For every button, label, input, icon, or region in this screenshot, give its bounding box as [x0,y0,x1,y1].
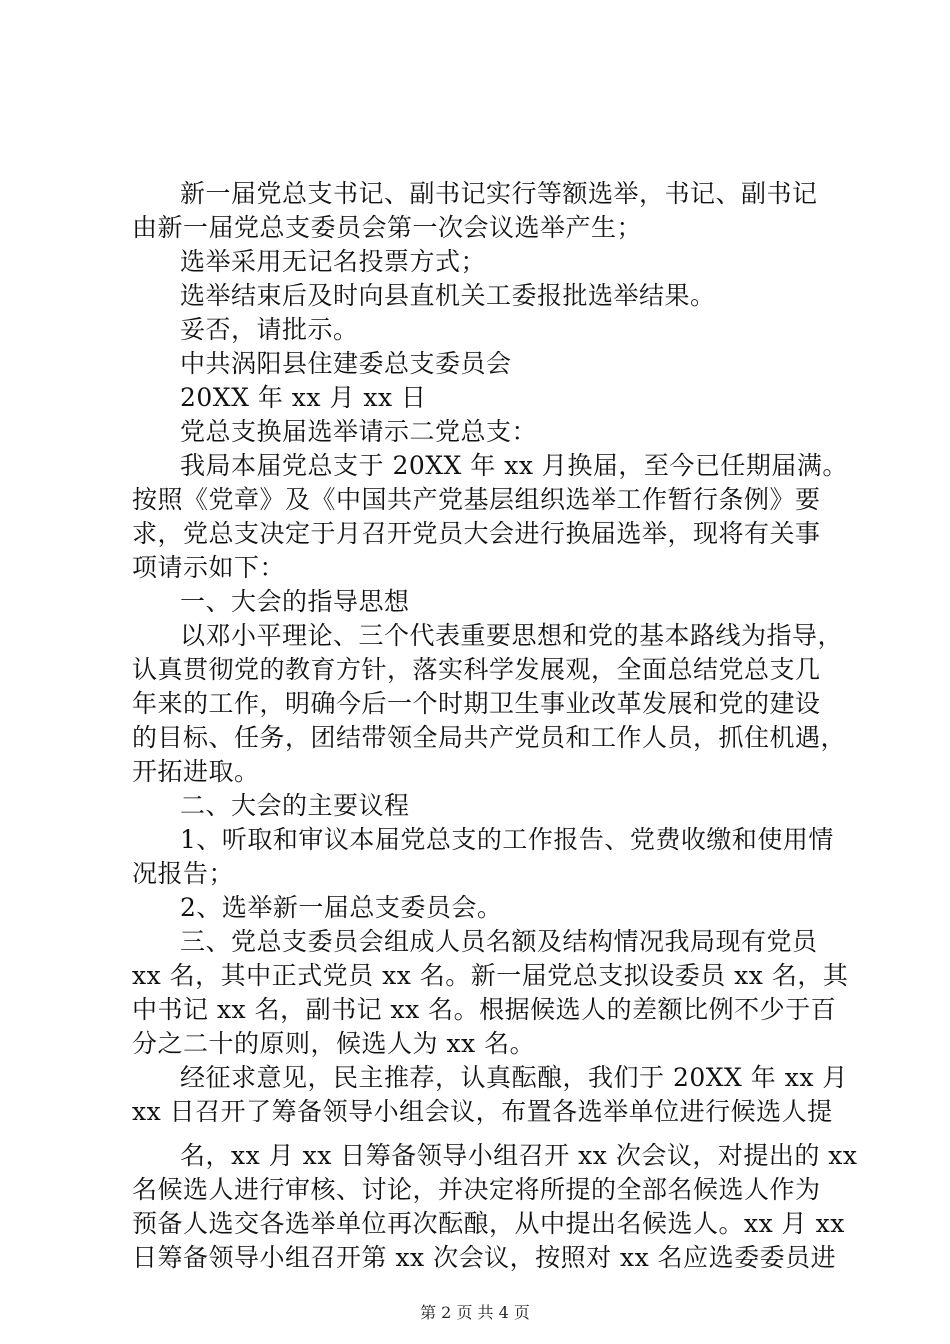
text-line: 求，党总支决定于月召开党员大会进行换届选举，现将有关事 [132,519,821,548]
text-line: 我局本届党总支于 20XX 年 xx 月换届，至今已任期届满。 [180,451,848,480]
text-line: 中书记 xx 名，副书记 xx 名。根据候选人的差额比例不少于百 [132,995,837,1024]
text-line: 分之二十的原则，候选人为 xx 名。 [132,1029,536,1058]
text-line: 20XX 年 xx 月 xx 日 [180,383,427,412]
text-line: 名候选人进行审核、讨论，并决定将所提的全部名候选人作为 [132,1175,821,1204]
text-line: 妥否，请批示。 [180,315,359,344]
text-line: 三、党总支委员会组成人员名额及结构情况我局现有党员 [180,927,818,956]
text-line: 选举采用无记名投票方式； [180,247,487,276]
text-line: xx 日召开了筹备领导小组会议，布置各选举单位进行候选人提 [132,1097,833,1126]
page-footer [0,1302,950,1324]
text-line: 选举结束后及时向县直机关工委报批选举结果。 [180,281,716,310]
text-line: 认真贯彻党的教育方针，落实科学发展观，全面总结党总支几 [132,655,821,684]
text-line: 日筹备领导小组召开第 xx 次会议，按照对 xx 名应选委委员进 [132,1243,837,1272]
text-line: 预备人选交各选举单位再次酝酿，从中提出名候选人。xx 月 xx [132,1209,845,1238]
text-line: 的目标、任务，团结带领全局共产党员和工作人员，抓住机遇， [132,723,847,752]
text-line: 名，xx 月 xx 日筹备领导小组召开 xx 次会议，对提出的 xx [180,1141,858,1170]
text-line: 经征求意见，民主推荐，认真酝酿，我们于 20XX 年 xx 月 [180,1063,848,1092]
text-line: 党总支换届选举请示二党总支： [180,417,538,446]
text-line: 况报告； [132,859,235,888]
text-line: xx 名，其中正式党员 xx 名。新一届党总支拟设委员 xx 名，其 [132,961,849,990]
text-line: 2、选举新一届总支委员会。 [180,893,503,922]
text-line: 由新一届党总支委员会第一次会议选举产生； [132,213,643,242]
text-line: 按照《党章》及《中国共产党基层组织选举工作暂行条例》要 [132,485,821,514]
text-line: 新一届党总支书记、副书记实行等额选举，书记、副书记 [180,179,818,208]
text-line: 项请示如下： [132,553,286,582]
text-line: 二、大会的主要议程 [180,791,410,820]
text-line: 开拓进取。 [132,757,260,786]
text-line: 以邓小平理论、三个代表重要思想和党的基本路线为指导， [180,621,844,650]
page-number-label: 第 2 页 共 4 页 [420,1303,530,1322]
text-line: 年来的工作，明确今后一个时期卫生事业改革发展和党的建设 [132,689,821,718]
text-line: 一、大会的指导思想 [180,587,410,616]
text-line: 中共涡阳县住建委总支委员会 [180,349,512,378]
text-line: 1、听取和审议本届党总支的工作报告、党费收缴和使用情 [180,825,834,854]
